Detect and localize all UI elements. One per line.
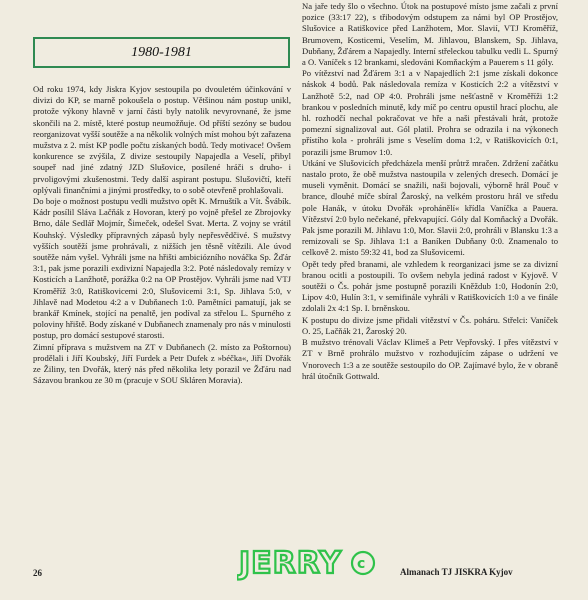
paragraph: Po vítězství nad Žďárem 3:1 a v Napajedlích 2:1 jsme získali dokonce náskok 4 bodů. Pak následovala remíza v Kosticích 2:2 a vítězství v Lanžhotě 5:2, nad OP 4:0. Prohráli jsme nešťastně v Kroměříži 1:2 brankou v posledních minutě, kdy míč po centru opustil hrací plochu, ale hl. rozhodčí nechal pokračovat ve hře a naši přestávali hrát, protože pomezní signalizoval aut. Gól platil. Prohra se odrazila i na výkonech přístího kola - prohráli jsme s Veselím doma 1:2, v Ratiškovicích 0:1, porazili jsme Brumov 1:0. xyxy=(302,68,558,157)
paragraph: B mužstvo trénovali Václav Klimeš a Petr Vepřovský. I přes vítězství v ZT v Brně prohrálo mužstvo v rozhodujícím zápase o udržení ve Vnorovech 1:3 a ze soutěže sestoupilo do OP. Zajímavé bylo, že v obraně hrál útočník Gottwald. xyxy=(302,337,558,381)
jerry-logo xyxy=(237,543,379,581)
svg-text:c: c xyxy=(357,556,366,572)
right-column xyxy=(302,1,558,382)
section-title: 1980-1981 xyxy=(131,44,192,60)
paragraph: Opět tedy před branami, ale vzhledem k reorganizaci jsme se za divizní branou ocitli a postoupili. To ovšem nebyla jediná radost v Kyjově. V soutěži o Čs. pohár jsme postupně porazili Kněždub 1:0, Hodonín 2:0, Lipov 4:0, Hulín 3:1, v semifinále vyhráli v Ratiškovicích 1:0 a ve finále zdolali 2x 4:1 Sp. I. brněnskou. xyxy=(302,258,558,314)
paragraph: K postupu do divize jsme přidali vítězství v Čs. poháru. Střelci: Vaníček O. 25, Lačňák 21, Žaroský 20. xyxy=(302,314,558,336)
section-title-box xyxy=(33,37,290,68)
paragraph: Utkání ve Slušovicích předcházela menší průtrž mračen. Zdržení začátku nastalo proto, že obě mužstva nastoupila v zelených dresech. Domácí je museli vyměnit. Domácí se snažili, naši bojovali, výborně hrál Pouč v brance, dlouhé míče sbíral Žaroský, na velkém prostoru hrál ve středu pole Hanák, v útoku Dvořák »prohánělí« křídla Vaníčka a Pauera. Vítězství 2:0 bylo nečekané, překvapující. Góly dal Komňacký a Dvořák. Pak jsme porazili M. Jihlavu 1:0, Mor. Slavii 2:0, prohráli v Blansku 1:3 a remizovali se Sp. Jihlava 1:1 a Baníken Dubňany 0:0. Znamenalo to celkově 2. místo 59:32 41, bod za Slušovicemi. xyxy=(302,157,558,258)
publication-name: Almanach TJ JISKRA Kyjov xyxy=(400,567,513,577)
paragraph: Na jaře tedy šlo o všechno. Útok na postupové místo jsme začali z první pozice (33:17 22), s třibodovým odstupem za námi byl OP Prostějov, Slušovice a Ratiškovice před Lanžhotem, Mor. Slavií, VTJ Kroměříž, Brumovem, Kosticemi, Veselím, M. Jihlavou, Blanskem, Sp. Jihlava, Dubňany, Žďárem a Napajedly. Interní střeleckou tabulku vedli L. Spurný a O. Vaníček s 12 brankami, sledováni Komňackým a Pauerem s 11 góly. xyxy=(302,1,558,68)
left-column xyxy=(33,84,291,386)
svg-text:JERRY: JERRY xyxy=(239,546,342,581)
paragraph: Do boje o možnost postupu vedli mužstvo opět K. Mrnuštík a Vít. Švábík. Kádr posílil Sláva Lačňák z Hovoran, který po vojně přešel ze Zbrojovky Brno, dále Sedlář Mojmír, Šimeček, odešel Svat. Merta. Z vojny se vrátil Kouhský. Výsledky přípravných zápasů byly nepřesvědčivé. S mužstvy vyšších soutěží jsme prohrávali, z nižších jen těsně vítězili. Ale úvod soutěže nám vyšel. Vyhráli jsme na hřišti ambiciózního nováčka Sp. Žďár 3:1, pak jsme porazili exdivizní Napajedla 3:2. Poté následovaly remízy v Kosticích a Lanžhotě, porážka 0:2 na OP Prostějov. Vyhráli jsme nad VTJ Kroměříž 3:0, Ratiškovicemi 2:0, Slušovicemi 3:1, Sp. Jihlava 5:0, v Jihlavě nad Modetou 4:2 a v Dubňanech 1:0. Pamětníci pamatují, jak se brankář Kmínek, stojící na penaltě, jen podíval za střelou L. Spurného z poloviny hřiště. Body získané v Dubňanech znamenaly pro nás v minulosti postup, pro domácí sestupové starosti. xyxy=(33,196,292,341)
paragraph: Od roku 1974, kdy Jiskra Kyjov sestoupila po dvouletém účinkování v divizi do KP, se marně pokoušela o postup. Většinou nám postup unikl, protože výkony hlavně v jarní části byly natolik nevyrovnané, že jsme skončili na 2. místě, které postup neumožňuje. Od příští sezóny se budou reorganizovat vyšší soutěže a na několik volných míst mohou být zařazena mužstva z 2. míst KP podle počtu získaných bodů. Tedy motivace! Ovšem konkurence se zvýšila, Z divize sestoupily Napajedla a Veselí, přibyl soupeř nad jiné zdatný JZD Slušovice, posílené hráči s druho- i prvoligovými zkušenostmi. Tedy další aspirant postupu. Slušovičtí, kteří oplývali finančními a jinými prostředky, to o sobě otevřeně prohlašovali. xyxy=(33,84,291,195)
page-number: 26 xyxy=(33,568,42,578)
paragraph: Zimní příprava s mužstvem na ZT v Dubňanech (2. místo za Poštornou) prodělali i Jiří Koubský, Jiří Furdek a Petr Dufek z »béčka«, Jiří Dvořák ze Žiliny, ten Dvořák, který nás před několika lety porazil ve Žďáru nad Sázavou brankou ze 30 m (pracuje v SOU Skláren Moravia). xyxy=(33,341,291,386)
